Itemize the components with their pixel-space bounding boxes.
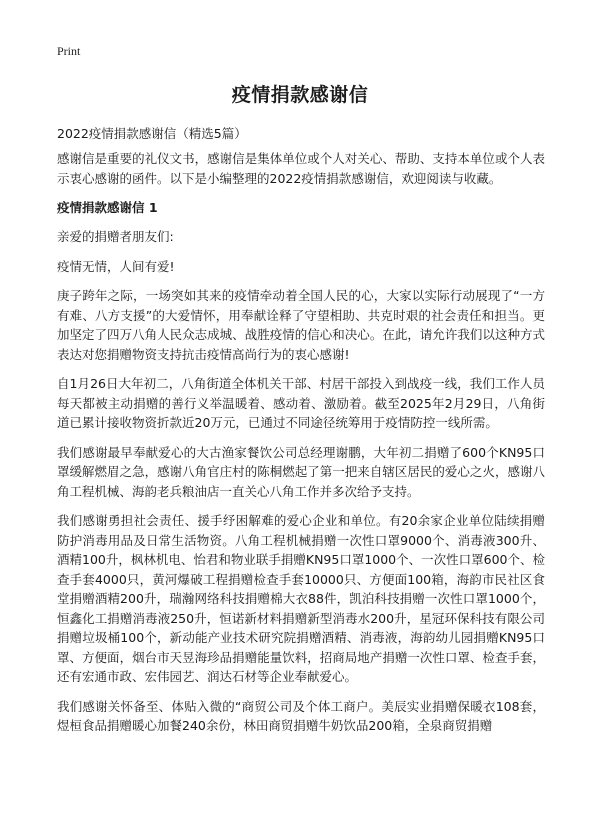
intro-paragraph: 感谢信是重要的礼仪文书，感谢信是集体单位或个人对关心、帮助、支持本单位或个人表示衷心感谢的函件。以下是小编整理的2022疫情捐款感谢信，欢迎阅读与收藏。 (57, 151, 545, 186)
document-subtitle: 2022疫情捐款感谢信（精选5篇） (57, 126, 247, 141)
body-paragraph: 庚子跨年之际，一场突如其来的疫情牵动着全国人民的心，大家以实际行动展现了“一方有难、八方支援”的大爱情怀，用奉献诠释了守望相助、共克时艰的社会责任和担当。更加坚定了四万八角人民众志成城、战胜疫情的信心和决心。在此，请允许我们以这种方式表达对您捐赠物资支持抗击疫情高尚行为的衷心感谢! (57, 288, 545, 362)
document-body (57, 149, 545, 746)
document-title: 疫情捐款感谢信 (231, 84, 369, 106)
print-link[interactable]: Print (57, 44, 81, 58)
body-paragraph: 我们感谢关怀备至、体贴入微的“商贸公司及个体工商户。美辰实业捐赠保暖衣108套，煜桓食品捐赠暖心加餐240余份，林田商贸捐赠牛奶饮品200箱，全泉商贸捐赠 (57, 698, 545, 733)
section-heading: 疫情捐款感谢信 1 (57, 200, 158, 215)
body-paragraph: 自1月26日大年初二，八角街道全体机关干部、村居干部投入到战疫一线，我们工作人员每天都被主动捐赠的善行义举温暖着、感动着、激励着。截至2025年2月29日，八角街道已累计接收物资折款近20万元，已通过不同途径统筹用于疫情防控一线所需。 (57, 376, 545, 430)
body-paragraph: 我们感谢勇担社会责任、援手纾困解难的爱心企业和单位。有20余家企业单位陆续捐赠防护消毒用品及日常生活物资。八角工程机械捐赠一次性口罩9000个、消毒液300升、酒精100升，枫林机电、怡君和物业联手捐赠KN95口罩1000个、一次性口罩600个、检查手套4000只，黄河爆破工程捐赠检查手套10000只、方便面100箱，海韵市民社区食堂捐赠酒精200升，瑞瀚网络科技捐赠棉大衣88件，凯泊科技捐赠一次性口罩1000个，恒鑫化工捐赠消毒液250升，恒诺新材料捐赠新型消毒水200升，星冠环保科技有限公司捐赠垃圾桶100个，新动能产业技术研究院捐赠酒精、消毒液，海韵幼儿园捐赠KN95口罩、方便面，烟台市天昱海珍品捐赠能量饮料，招商局地产捐赠一次性口罩、检查手套，还有宏通市政、宏伟园艺、润达石材等企业奉献爱心。 (57, 513, 545, 684)
body-paragraph: 我们感谢最早奉献爱心的大古渔家餐饮公司总经理谢鹏，大年初二捐赠了600个KN95口罩缓解燃眉之急，感谢八角官庄村的陈桐燃起了第一把来自辖区居民的爱心之火，感谢八角工程机械、海韵老兵粮油店一直关心八角工作并多次给予支持。 (57, 444, 545, 499)
greeting-paragraph: 亲爱的捐赠者朋友们: (57, 229, 174, 244)
slogan-paragraph: 疫情无情，人间有爱! (57, 258, 175, 274)
